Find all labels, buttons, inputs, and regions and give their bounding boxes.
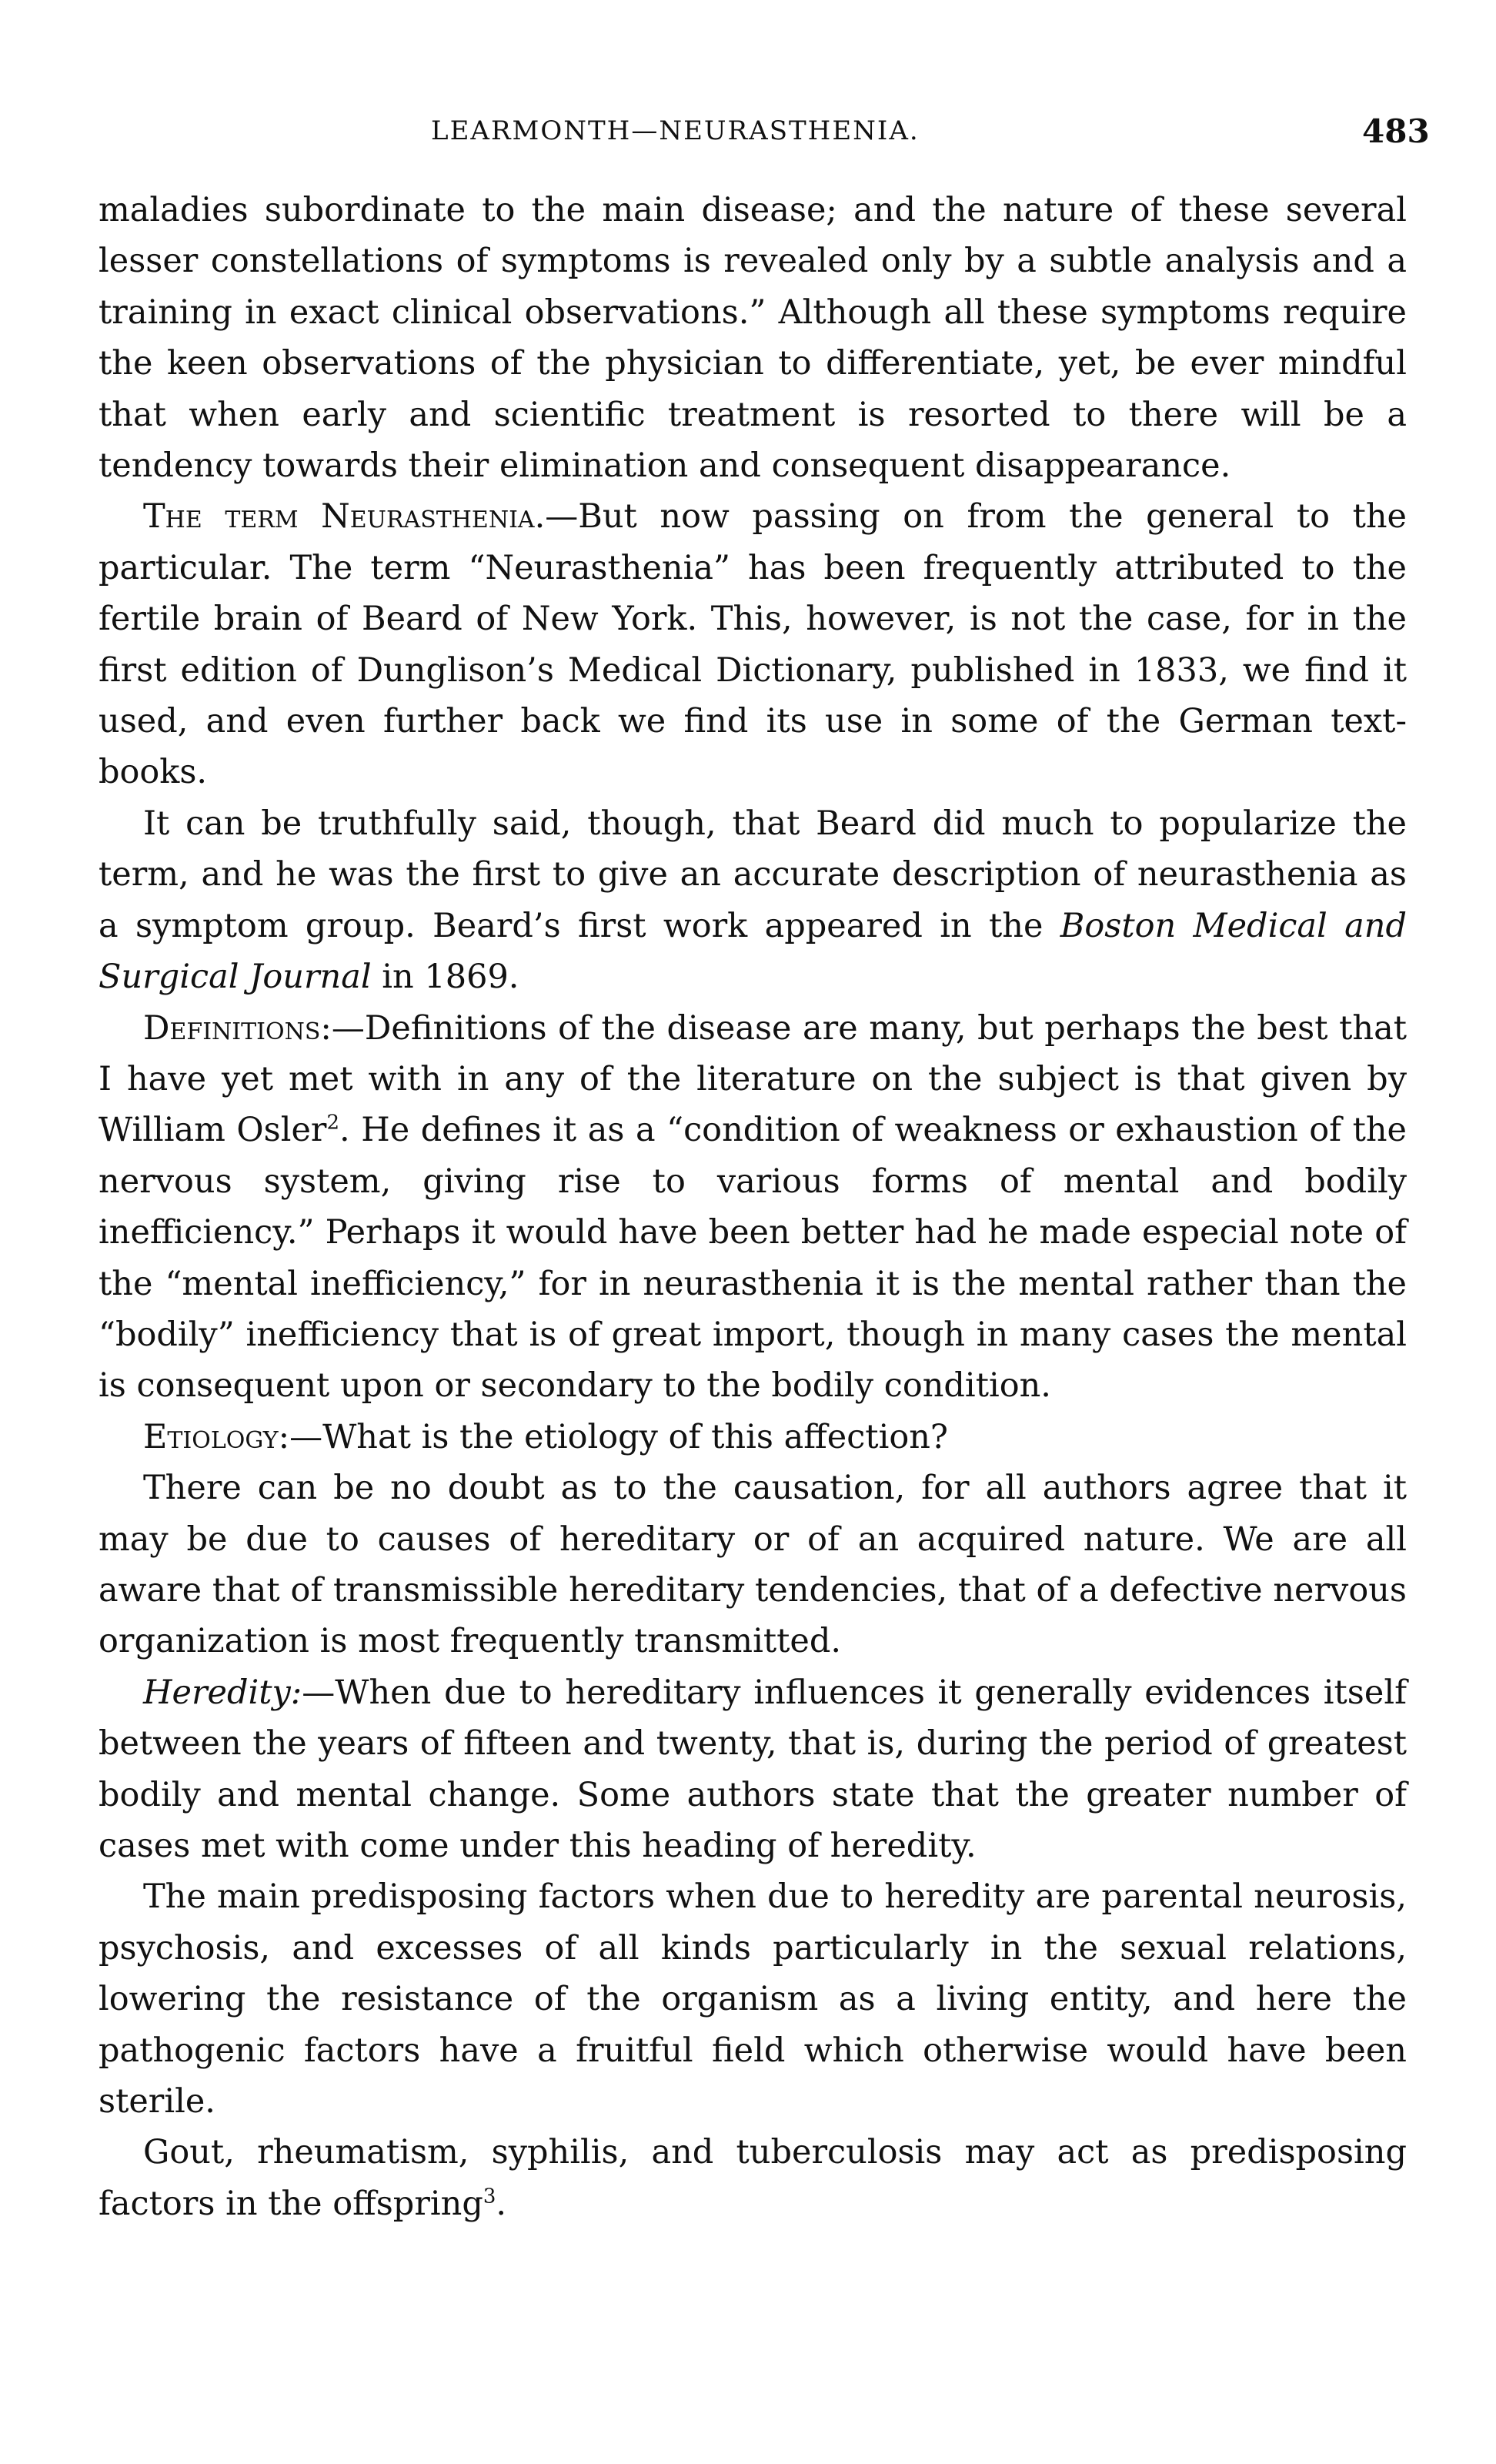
paragraph-7-text: —When due to hereditary influences it generally evidences itself between the years of fifteen and twenty, that is, during the period of greatest bodily and mental change. Some authors state that the greater number of cases met with come under this heading of heredity. <box>99 1673 1407 1865</box>
paragraph-9-end: . <box>496 2184 507 2223</box>
journal-title: Boston Medical and Surgical Journal <box>99 906 1407 997</box>
paragraph-2-text: —But now passing on from the general to the particular. The term “Neurasthenia” has been frequently attributed to the fertile brain of Beard of New York. This, however, is not the case, for in the first edition of Dunglison’s Medical Dictionary, published in 1833, we find it used, and even further back we find its use in some of the German text-books. <box>99 497 1407 792</box>
paragraph-4-lead: Definitions: <box>143 1008 332 1048</box>
paragraph-1: maladies subordinate to the main disease; and the nature of these several lesser constellations of symptoms is revealed only by a subtle analysis and a training in exact clinical observations.” Although all these symptoms require the keen observations of the physician to differentiate, yet, be ever mindful that when early and scientific treatment is resorted to there will be a tendency towards their elimination and consequent disappearance. <box>99 191 1407 486</box>
paragraph-7 <box>99 1667 1407 1872</box>
body-text <box>99 185 1407 2229</box>
paragraph-5-lead: Etiology: <box>143 1417 290 1456</box>
paragraph-4-end: . He defines it as a “condition of weakness or exhaustion of the nervous system, giving rise to various forms of mental and bodily inefficiency.” Perhaps it would have been better had he made especial note of the “mental inefficiency,” for in neurasthenia it is the mental rather than the “bodily” inefficiency that is of great import, though in many cases the mental is consequent upon or secondary to the bodily condition. <box>99 1111 1407 1406</box>
running-head: LEARMONTH—NEURASTHENIA. <box>431 115 920 146</box>
paragraph-3-end: in 1869. <box>371 958 519 997</box>
paragraph-2 <box>99 491 1407 797</box>
paragraph-3-text: It can be truthfully said, though, that Beard did much to popularize the term, and he was the first to give an accurate description of neurasthenia as a symptom group. Beard’s first work appeared in the <box>99 804 1407 945</box>
paragraph-8: The main predisposing factors when due to heredity are parental neurosis, psychosis, and excesses of all kinds particularly in the sexual relations, lowering the resistance of the organism as a living entity, and here the pathogenic factors have a fruitful field which otherwise would have been sterile. <box>99 1877 1407 2121</box>
paragraph-9 <box>99 2127 1407 2229</box>
paragraph-4-text: —Definitions of the disease are many, but perhaps the best that I have yet met with in any of the literature on the subject is that given by William Osler <box>99 1008 1407 1150</box>
paragraph-2-lead: The term Neurasthenia. <box>143 497 546 537</box>
paragraph-7-lead: Heredity: <box>143 1673 302 1712</box>
paragraph-6: There can be no doubt as to the causation, for all authors agree that it may be due to causes of hereditary or of an acquired nature. We are all aware that of transmissible hereditary tendencies, that of a defective nervous organization is most frequently transmitted. <box>99 1469 1407 1661</box>
paragraph-3 <box>99 798 1407 1003</box>
paragraph-4 <box>99 1003 1407 1412</box>
paragraph-5-text: —What is the etiology of this affection? <box>289 1417 948 1456</box>
footnote-ref-3: 3 <box>483 2185 496 2208</box>
paragraph-5 <box>99 1412 1407 1463</box>
page-number: 483 <box>1362 112 1430 150</box>
paragraph-9-text: Gout, rheumatism, syphilis, and tuberculosis may act as predisposing factors in the offspring <box>99 2133 1407 2223</box>
footnote-ref-2: 2 <box>326 1111 340 1135</box>
